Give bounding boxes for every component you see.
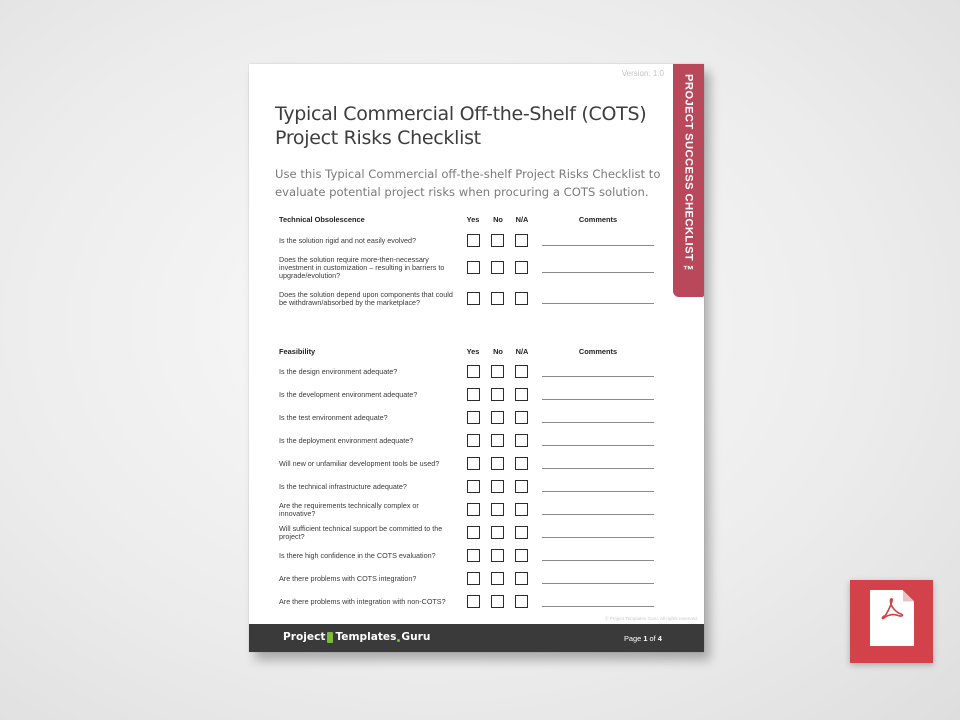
yes-checkbox[interactable] (467, 292, 480, 305)
column-header-na: N/A (515, 215, 529, 224)
no-checkbox[interactable] (491, 457, 504, 470)
no-checkbox[interactable] (491, 526, 504, 539)
comment-field[interactable] (542, 491, 654, 492)
page-subtitle (275, 165, 675, 201)
no-checkbox[interactable] (491, 234, 504, 247)
page-title (275, 102, 675, 150)
comment-field[interactable] (542, 537, 654, 538)
checklist-row (279, 408, 659, 428)
yes-checkbox[interactable] (467, 434, 480, 447)
yes-checkbox[interactable] (467, 572, 480, 585)
question-text: Is the development environment adequate? (279, 389, 418, 399)
comment-field[interactable] (542, 445, 654, 446)
na-checkbox[interactable] (515, 234, 528, 247)
page-current: 1 (643, 634, 648, 643)
yes-checkbox[interactable] (467, 457, 480, 470)
no-checkbox[interactable] (491, 480, 504, 493)
na-checkbox[interactable] (515, 365, 528, 378)
na-checkbox[interactable] (515, 434, 528, 447)
no-checkbox[interactable] (491, 434, 504, 447)
brand-mark-icon (327, 632, 333, 643)
na-checkbox[interactable] (515, 388, 528, 401)
column-header-comments: Comments (578, 347, 618, 356)
comment-field[interactable] (542, 303, 654, 304)
yes-checkbox[interactable] (467, 261, 480, 274)
question-text: Will sufficient technical support be committed to the project? (279, 523, 443, 541)
comment-field[interactable] (542, 399, 654, 400)
yes-checkbox[interactable] (467, 234, 480, 247)
no-checkbox[interactable] (491, 388, 504, 401)
na-checkbox[interactable] (515, 261, 528, 274)
brand-dot-icon (397, 639, 400, 642)
checklist-row (279, 500, 659, 520)
page-prefix: Page (624, 634, 642, 643)
column-header-no: No (493, 347, 503, 356)
brand-logo (283, 631, 430, 643)
comment-field[interactable] (542, 272, 654, 273)
column-header-yes: Yes (466, 347, 480, 356)
na-checkbox[interactable] (515, 411, 528, 424)
comment-field[interactable] (542, 422, 654, 423)
document-page (249, 64, 704, 652)
yes-checkbox[interactable] (467, 480, 480, 493)
comment-field[interactable] (542, 376, 654, 377)
title-line-2: Project Risks Checklist (275, 127, 481, 149)
no-checkbox[interactable] (491, 503, 504, 516)
question-text: Is the solution rigid and not easily evolved? (279, 235, 417, 245)
question-text: Is the deployment environment adequate? (279, 435, 414, 445)
na-checkbox[interactable] (515, 292, 528, 305)
page-total: 4 (657, 634, 662, 643)
subtitle-line-2: evaluate potential project risks when procuring a COTS solution. (275, 185, 649, 199)
side-tab (673, 64, 704, 297)
brand-part-1: Project (283, 631, 326, 643)
checklist-row (279, 477, 659, 497)
na-checkbox[interactable] (515, 503, 528, 516)
na-checkbox[interactable] (515, 572, 528, 585)
pdf-fold-icon (903, 590, 915, 602)
yes-checkbox[interactable] (467, 388, 480, 401)
question-text: Will new or unfamiliar development tools be used? (279, 458, 440, 468)
checklist-row (279, 523, 659, 543)
na-checkbox[interactable] (515, 526, 528, 539)
pdf-badge[interactable] (850, 580, 933, 663)
checklist-row (279, 255, 659, 281)
version-label: Version: 1.0 (621, 69, 664, 78)
acrobat-icon (880, 596, 904, 622)
comment-field[interactable] (542, 606, 654, 607)
checklist-row (279, 569, 659, 589)
question-text: Is there high confidence in the COTS evaluation? (279, 550, 436, 560)
question-text: Does the solution require more-then-necessary investment in customization – resulting in barriers to upgrade/evolution? (279, 254, 445, 281)
yes-checkbox[interactable] (467, 549, 480, 562)
question-text: Does the solution depend upon components that could be withdrawn/absorbed by the marketplace? (279, 289, 453, 307)
column-header-yes: Yes (466, 215, 480, 224)
no-checkbox[interactable] (491, 549, 504, 562)
checklist-row (279, 231, 659, 251)
question-text: Is the test environment adequate? (279, 412, 388, 422)
column-header-na: N/A (515, 347, 529, 356)
brand-part-3: Guru (401, 631, 431, 643)
subtitle-line-1: Use this Typical Commercial off-the-shelf Project Risks Checklist to (275, 167, 661, 181)
comment-field[interactable] (542, 468, 654, 469)
checklist-row (279, 385, 659, 405)
no-checkbox[interactable] (491, 365, 504, 378)
checklist-row (279, 592, 659, 612)
question-text: Is the technical infrastructure adequate? (279, 481, 407, 491)
section-title: Technical Obsolescence (279, 215, 365, 224)
question-text: Are there problems with COTS integration? (279, 573, 417, 583)
checklist-row (279, 454, 659, 474)
question-text: Is the design environment adequate? (279, 366, 398, 376)
no-checkbox[interactable] (491, 572, 504, 585)
no-checkbox[interactable] (491, 595, 504, 608)
column-header-no: No (493, 215, 503, 224)
question-text: Are the requirements technically complex or innovative? (279, 500, 419, 518)
brand-part-2: Templates (335, 631, 397, 643)
question-text: Are there problems with integration with non-COTS? (279, 596, 446, 606)
yes-checkbox[interactable] (467, 526, 480, 539)
yes-checkbox[interactable] (467, 411, 480, 424)
page-footer (249, 624, 704, 652)
side-tab-label: PROJECT SUCCESS CHECKLIST ™ (682, 74, 695, 278)
checklist-row (279, 546, 659, 566)
na-checkbox[interactable] (515, 549, 528, 562)
pdf-label: PDF (876, 625, 907, 640)
no-checkbox[interactable] (491, 292, 504, 305)
yes-checkbox[interactable] (467, 595, 480, 608)
comment-field[interactable] (542, 514, 654, 515)
comment-field[interactable] (542, 245, 654, 246)
na-checkbox[interactable] (515, 457, 528, 470)
yes-checkbox[interactable] (467, 503, 480, 516)
page-of: of (649, 634, 656, 643)
na-checkbox[interactable] (515, 595, 528, 608)
no-checkbox[interactable] (491, 411, 504, 424)
checklist-row (279, 286, 659, 312)
column-header-comments: Comments (578, 215, 618, 224)
section-title: Feasibility (279, 347, 316, 356)
checklist-row (279, 362, 659, 382)
yes-checkbox[interactable] (467, 365, 480, 378)
comment-field[interactable] (542, 560, 654, 561)
checklist-row (279, 431, 659, 451)
page-number (624, 634, 662, 643)
title-line-1: Typical Commercial Off-the-Shelf (COTS) (275, 103, 647, 125)
copyright-text: © Project Templates Guru. All rights reserved. (605, 616, 698, 621)
comment-field[interactable] (542, 583, 654, 584)
na-checkbox[interactable] (515, 480, 528, 493)
no-checkbox[interactable] (491, 261, 504, 274)
